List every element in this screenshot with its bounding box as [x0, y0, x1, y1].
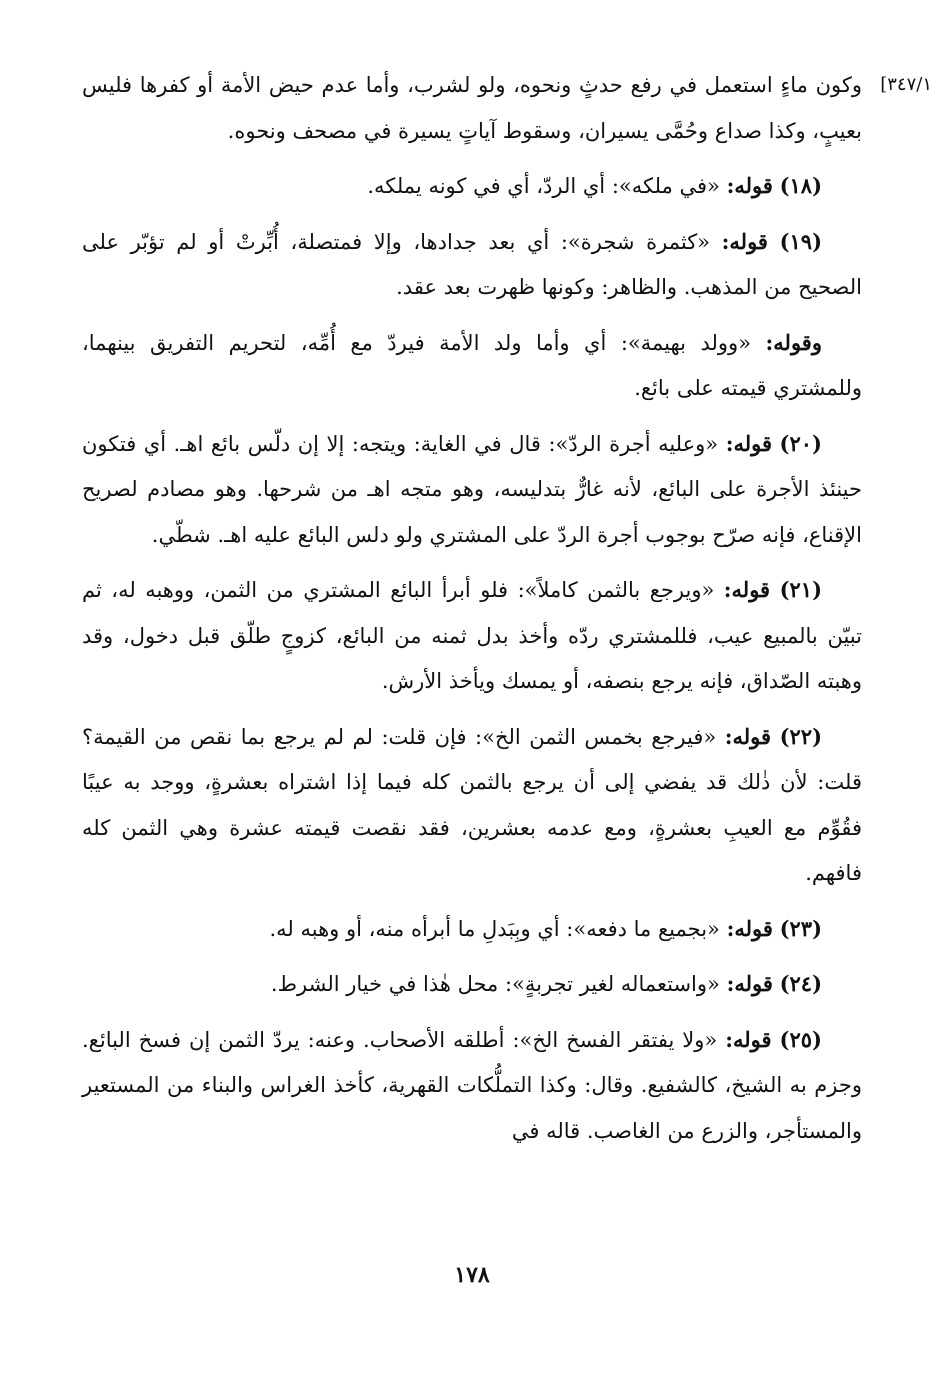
- entry-number: (٢٢): [779, 723, 822, 749]
- page-number: ١٧٨: [454, 1262, 490, 1288]
- entry-quote: «وعليه أجرة الردّ»:: [548, 431, 719, 456]
- entry-quote: «فيرجع بخمس الثمن الخ»:: [475, 724, 717, 749]
- paragraph-18: [82, 163, 862, 210]
- entry-text: محل هٰذا في خيار الشرط.: [270, 972, 499, 996]
- entry-text: أي الردّ، أي في كونه يملكه.: [367, 174, 606, 198]
- paragraph-20: [82, 421, 862, 559]
- entry-label: قوله:: [721, 228, 768, 254]
- entry-text: أطلقه الأصحاب. وعنه: يردّ الثمن إن فسخ البائع. وجزم به الشيخ، كالشفيع. وقال: وكذا التملُّكات القهرية، كأخذ الغراس والبناء من المستعير والمستأجر، والزرع من الغاصب. قاله في: [82, 1027, 862, 1143]
- entry-number: (٢١): [779, 577, 823, 602]
- entry-text: وكون ماءٍ استعمل في رفع حدثٍ ونحوه، ولو لشرب، وأما عدم حيض الأمة أو كفرها فليس بعيبٍ، وكذا صداع وحُمَّى يسيران، وسقوط آياتٍ يسيرة في مصحف ونحوه.: [82, 73, 862, 143]
- paragraph-21: [82, 567, 862, 705]
- entry-number: (١٨): [779, 173, 822, 198]
- entry-number: (١٩): [779, 228, 822, 254]
- entry-number: (٢٤): [779, 971, 822, 996]
- entry-label: وقوله:: [765, 329, 822, 355]
- entry-quote: «كثمرة شجرة»:: [560, 229, 711, 254]
- entry-label: قوله:: [723, 577, 771, 602]
- paragraph-24: [82, 961, 862, 1008]
- paragraph-23: [82, 906, 862, 953]
- entry-text: قال في الغاية: ويتجه: إلا إن دلّس بائع اهـ. أي فتكون حينئذ الأجرة على البائع، لأنه غارٌّ بتدليسه، وهو متجه اهـ من شرحها. وهو مصادم لصريح الإقناع، فإنه صرّح بوجوب أجرة الردّ على المشتري ولو دلس البائع عليه اهـ. شطّي.: [82, 431, 862, 547]
- entry-label: قوله:: [725, 1026, 772, 1052]
- entry-text: فلو أبرأ البائع المشتري من الثمن، ووهبه له، ثم تبيّن بالمبيع عيب، فللمشتري ردّه وأخذ بدل ثمنه من البائع، كزوجٍ طلّق قبل دخول، وقد وهبته الصّداق، فإنه يرجع بنصفه، أو يمسك ويأخذ الأرش.: [82, 578, 862, 693]
- entry-quote: «بجميع ما دفعه»:: [566, 916, 720, 941]
- entry-label: قوله:: [726, 173, 773, 198]
- paragraph-25: [82, 1017, 862, 1155]
- entry-number: (٢٣): [779, 915, 822, 941]
- paragraph-19: [82, 219, 862, 311]
- entry-quote: «ولا يفتقر الفسخ الخ»:: [512, 1027, 718, 1052]
- paragraph-0: [82, 62, 862, 154]
- entry-quote: «ويرجع بالثمن كاملاً»:: [517, 578, 715, 602]
- entry-label: قوله:: [725, 430, 772, 456]
- entry-text: أي وبِبَدلِ ما أبرأه منه، أو وهبه له.: [269, 916, 560, 941]
- page-body: [82, 62, 862, 1163]
- entry-text: أي بعد جدادها، وإلا فمتصلة، أُبِّرتْ أو لم تؤبّر على الصحيح من المذهب. والظاهر: وكونها ظهرت بعد عقد.: [82, 229, 862, 299]
- entry-quote: «وولد بهيمة»:: [620, 330, 752, 355]
- entry-quote: «واستعماله لغير تجربةٍ»:: [504, 972, 720, 996]
- paragraph-22: [82, 714, 862, 897]
- entry-quote: «في ملكه»:: [611, 174, 720, 198]
- entry-label: قوله:: [724, 723, 772, 749]
- entry-text: أي وأما ولد الأمة فيردّ مع أُمِّه، لتحريم التفريق بينهما، وللمشتري قيمته على بائع.: [82, 330, 862, 400]
- entry-text: فإن قلت: لم لم يرجع بما نقص من القيمة؟ قلت: لأن ذٰلك قد يفضي إلى أن يرجع بالثمن كله فيما إذا اشتراه بعشرةٍ، ووجد به عيبًا فقُوِّم مع العيبِ بعشرةٍ، ومع عدمه بعشرين، فقد نقصت قيمته عشرة وهي الثمن كله فافهم.: [82, 724, 862, 885]
- entry-label: قوله:: [726, 915, 773, 941]
- entry-number: (٢٠): [779, 430, 822, 456]
- entry-number: (٢٥): [779, 1026, 822, 1052]
- paragraph-19b: [82, 320, 862, 412]
- entry-label: قوله:: [726, 971, 773, 996]
- margin-reference: [٣٤٧/١: [880, 74, 932, 95]
